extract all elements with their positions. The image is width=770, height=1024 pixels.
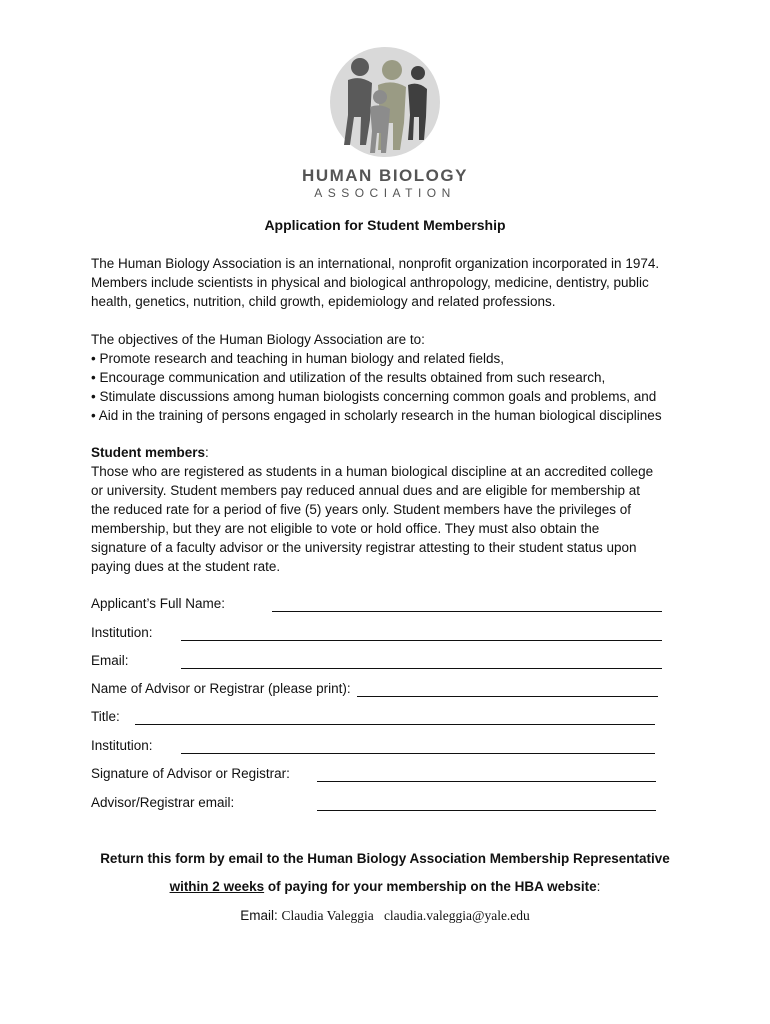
student-members-heading: Student members (91, 445, 206, 460)
student-text-line: or university. Student members pay reduced annual dues and are eligible for membership at (91, 483, 641, 498)
advisor-email-label: Advisor/Registrar email: (91, 795, 235, 810)
objective-item: • Stimulate discussions among human biologists concerning common goals and problems, and (91, 389, 657, 404)
title-line[interactable] (135, 724, 655, 725)
objectives-intro: The objectives of the Human Biology Association are to: (91, 332, 425, 347)
advisor-name-line[interactable] (357, 696, 658, 697)
logo-name-line1: HUMAN BIOLOGY (302, 166, 468, 185)
objective-item: • Aid in the training of persons engaged in scholarly research in the human biological disciplines (91, 408, 662, 423)
intro-line: Members include scientists in physical and biological anthropology, medicine, dentistry, public (91, 275, 649, 290)
advisor-signature-field (91, 766, 666, 786)
hba-logo (300, 40, 470, 200)
return-instructions: Return this form by email to the Human Biology Association Membership Representative (100, 851, 670, 866)
intro-paragraph (91, 254, 701, 311)
logo-figures-icon (330, 45, 440, 160)
student-members-heading-colon: : (205, 445, 209, 460)
institution-field (91, 625, 666, 645)
email-line[interactable] (181, 668, 662, 669)
student-text-line: Those who are registered as students in a human biological discipline at an accredited college (91, 464, 654, 479)
contact-name: Claudia Valeggia (281, 908, 374, 923)
applicant-name-field (91, 596, 666, 616)
student-members-section (91, 443, 701, 576)
deadline-rest: of paying for your membership on the HBA website (264, 879, 597, 894)
email-label: Email: (91, 653, 129, 668)
advisor-signature-label: Signature of Advisor or Registrar: (91, 766, 290, 781)
contact-email-link[interactable]: claudia.valeggia@yale.edu (383, 908, 530, 923)
advisor-institution-field (91, 738, 666, 758)
institution-label: Institution: (91, 625, 153, 640)
objective-item: • Encourage communication and utilization of the results obtained from such research, (91, 370, 606, 385)
deadline-colon: : (596, 879, 601, 894)
intro-line: health, genetics, nutrition, child growth, epidemiology and related professions. (91, 294, 556, 309)
email-field (91, 653, 666, 673)
objective-item: • Promote research and teaching in human biology and related fields, (91, 351, 504, 366)
advisor-name-label: Name of Advisor or Registrar (please print): (91, 681, 351, 696)
advisor-name-field (91, 681, 666, 701)
advisor-email-field (91, 795, 666, 815)
advisor-institution-line[interactable] (181, 753, 655, 754)
deadline-emphasis: within 2 weeks (169, 879, 265, 894)
applicant-name-line[interactable] (272, 611, 662, 612)
applicant-name-label: Applicant’s Full Name: (91, 596, 226, 611)
student-text-line: signature of a faculty advisor or the university registrar attesting to their student status upon (91, 540, 637, 555)
title-label: Title: (91, 709, 120, 724)
advisor-institution-label: Institution: (91, 738, 153, 753)
institution-line[interactable] (181, 640, 662, 641)
advisor-email-line[interactable] (317, 810, 656, 811)
email-contact-label: Email: (240, 908, 282, 923)
title-field (91, 709, 666, 729)
student-text-line: paying dues at the student rate. (91, 559, 281, 574)
student-text-line: membership, but they are not eligible to vote or hold office. They must also obtain the (91, 521, 600, 536)
student-text-line: the reduced rate for a period of five (5) years only. Student members have the privileges of (91, 502, 632, 517)
advisor-signature-line[interactable] (317, 781, 656, 782)
contact-line (0, 908, 770, 924)
logo-name-line2: ASSOCIATION (314, 186, 456, 200)
intro-line: The Human Biology Association is an international, nonprofit organization incorporated in 1974. (91, 256, 660, 271)
deadline-instructions (0, 879, 770, 894)
page-title: Application for Student Membership (264, 217, 506, 233)
objectives-list (91, 330, 701, 425)
